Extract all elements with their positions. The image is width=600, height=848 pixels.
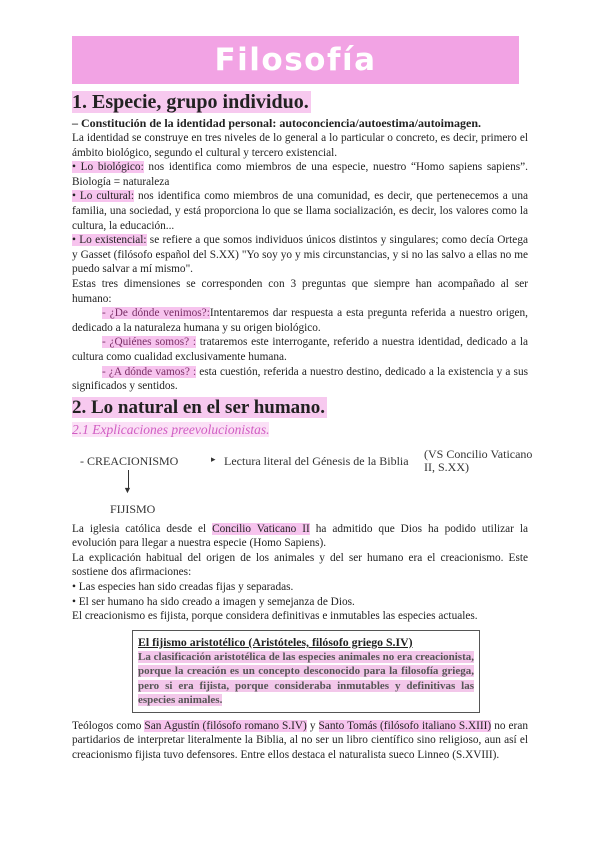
vaticano-highlight: Concilio Vaticano II [212, 522, 310, 535]
arrow-right-icon: ▸ [211, 453, 216, 464]
section1-intro: La identidad se construye en tres niveles de lo general a lo particular o concreto, es decir, primero el ámbito biológico, segundo el cultural y tercero existencial. [72, 132, 528, 159]
section2-subheading: 2.1 Explicaciones preevolucionistas. [72, 421, 270, 437]
fijista-paragraph: El creacionismo es fijista, porque considera definitivas e inmutables las especies actuales. [72, 610, 478, 623]
exist-text: se refiere a que somos individuos únicos distintos y singulares; como decía Ortega y Gasset (filósofo español del S.XX) "Yo soy yo y mis circunstancias, y si no las salvo a ellas no me puedo salvar a mí mismo". [72, 234, 528, 276]
section1-heading: 1. Especie, grupo individuo. [72, 91, 309, 113]
title-banner [72, 36, 519, 84]
bio-text: nos identifica como miembros de una especie, nuestro “Homo sapiens sapiens”. Biología = naturaleza [72, 161, 528, 188]
bio-label: • Lo biológico: [72, 161, 144, 174]
three-dims-paragraph: Estas tres dimensiones se corresponden con 3 preguntas que siempre han acompañado al ser humano: [72, 277, 528, 305]
bullet-2: • El ser humano ha sido creado a imagen y semejanza de Dios. [72, 595, 355, 608]
q3-text: esta cuestión, referida a nuestro destino, dedicado a la existencia y a sus significados y sentidos. [72, 365, 528, 393]
fijismo-box [132, 630, 480, 713]
teologos-paragraph: Teólogos como San Agustín (filósofo romano S.IV) y Santo Tomás (filósofo italiano S.XIII) no eran partidarios de interpretar literalmente la Biblia, al no ser un libro científico sino religioso, aun así el creacionismo fijista tuvo defensores. Entre ellos destaca el naturalista sueco Linneo (S.XVIII). [72, 719, 528, 762]
q2-label: - ¿Quiénes somos? : [102, 336, 196, 349]
q3-label: - ¿A dónde vamos? : [102, 365, 197, 378]
diagram-vs: (VS Concilio Vaticano II, S.XX) [424, 446, 533, 474]
bullet-1: • Las especies han sido creadas fijas y separadas. [72, 581, 294, 594]
cult-paragraph [72, 189, 528, 233]
creacionismo-diagram [72, 440, 533, 522]
cult-text: nos identifica como miembros de una comunidad, es decir, que pertenecemos a una familia, una sociedad, y está proporciona lo que se llama socialización, es decir, los valores como la cultura, la educación... [72, 190, 528, 232]
box-title: El fijismo aristotélico (Aristóteles, filósofo griego S.IV) [138, 634, 413, 649]
santo-tomas-highlight: Santo Tomás (filósofo italiano S.XIII) [318, 719, 492, 732]
q1-text: Intentaremos dar respuesta a esta pregunta referida a nuestro origen, dedicado a la naturaleza humana y su origen biológico. [72, 307, 528, 334]
content [72, 90, 533, 763]
explicacion-paragraph: La explicación habitual del origen de los animales y del ser humano era el creacionismo. Este sostiene dos afirmaciones: [72, 551, 528, 579]
section1-subheading: – Constitución de la identidad personal: autoconciencia/autoestima/autoimagen. [72, 116, 482, 130]
exist-label: • Lo existencial: [72, 234, 147, 247]
arrow-down-icon: ▼ [123, 484, 132, 495]
q1-label: - ¿De dónde venimos?: [102, 307, 210, 320]
exist-paragraph [72, 233, 528, 277]
diagram-lectura: Lectura literal del Génesis de la Biblia [224, 453, 409, 468]
san-agustin-highlight: San Agustín (filósofo romano S.IV) [144, 719, 307, 732]
question-1 [72, 306, 528, 335]
question-3 [72, 365, 528, 394]
cult-label: • Lo cultural: [72, 190, 135, 203]
vaticano-paragraph: La iglesia católica desde el Concilio Vaticano II ha admitido que Dios ha podido utilizar la evolución para llegar a nuestra especie (Homo Sapiens). [72, 522, 528, 550]
page-title: Filosofía [214, 42, 377, 78]
question-2 [72, 335, 528, 364]
q2-text: trataremos este interrogante, referido a nuestra identidad, dedicado a la cultura como cualidad exclusivamente humana. [72, 336, 528, 363]
diagram-creacionismo: - CREACIONISMO [80, 453, 179, 468]
section2-heading: 2. Lo natural en el ser humano. [72, 396, 326, 418]
diagram-fijismo: FIJISMO [110, 501, 156, 516]
box-text: La clasificación aristotélica de las especies animales no era creacionista, porque la creación es un concepto desconocido para la filosofía griega, pero si era fijista, porque consideraba inmutables y definitivas las especies animales. [138, 650, 474, 707]
bio-paragraph [72, 160, 528, 189]
